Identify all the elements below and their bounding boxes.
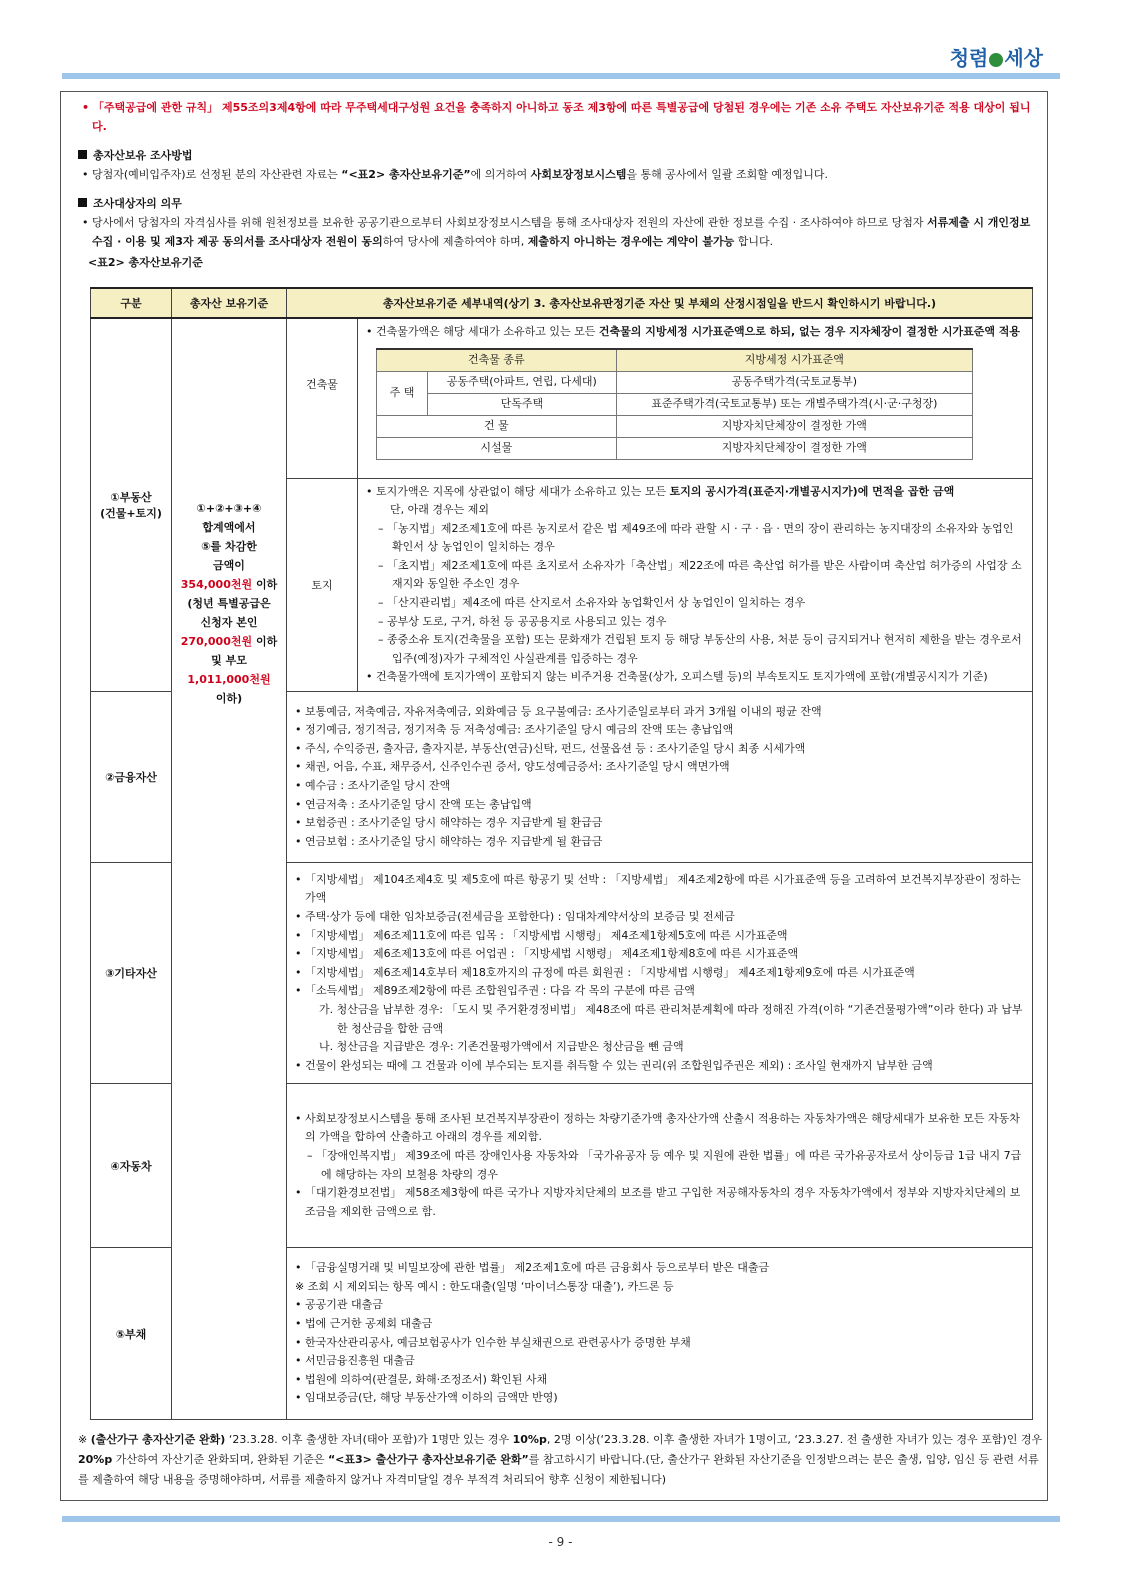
table-header-row	[91, 288, 1033, 318]
square-bullet-icon	[78, 198, 87, 207]
land-details: • 토지가액은 지목에 상관없이 해당 세대가 소유하고 있는 모든 토지의 공시가격(표준지·개별공시지가)에 면적을 곱한 금액 단, 아래 경우는 제외 – 「농지법」제2조제1호에 따른 농지로서 같은 법 제49조에 따라 관할 시 · 구 · 읍 · 면의 장이 관리하는 농지대장의 소유자와 농업인 확인서 상 농업인이 일치하는 경우 – 「초지법」제2조제1호에 따른 초지로서 소유자가「축산법」제22조에 따른 축산업 허가를 받은 사람이며 축산업 허가증의 사업장 소재지와 동일한 주소인 경우 – 「산지관리법」제4조에 따른 산지로서 소유자와 농업확인서 상 농업인이 일치하는 경우 – 공부상 도로, 구거, 하천 등 공공용지로 사용되고 있는 경우 – 종중소유 토지(건축물을 포함) 또는 문화재가 건립된 토지 등 해당 부동산의 사용, 처분 등이 금지되거나 현저히 제한을 받는 경우로서 입주(예정)자가 구체적인 사실관계를 입증하는 경우 • 건축물가액에 토지가액이 포함되지 않는 비주거용 건축물(상가, 오피스텔 등)의 부속토지도 토지가액에 포함(개별공시지가 기준)	[358, 478, 1033, 692]
logo-emblem-icon	[989, 53, 1003, 67]
finance-details: • 보통예금, 저축예금, 자유저축예금, 외화예금 등 요구불예금: 조사기준일로부터 과거 3개월 이내의 평균 잔액 • 정기예금, 정기적금, 정기저축 등 저축성예금: 조사기준일 당시 예금의 잔액 또는 총납입액 • 주식, 수익증권, 출자금, 출자지분, 부동산(연금)신탁, 펀드, 선물옵션 등 : 조사기준일 당시 최종 시세가액 • 채권, 어음, 수표, 채무증서, 신주인수권 증서, 양도성예금증서: 조사기준일 당시 액면가액 • 예수금 : 조사기준일 당시 잔액 • 연금저축 : 조사기준일 당시 잔액 또는 총납입액 • 보험증권 : 조사기준일 당시 해약하는 경우 지급받게 될 환급금 • 연금보험 : 조사기준일 당시 해약하는 경우 지급받게 될 환급금	[287, 692, 1033, 863]
page-number: - 9 -	[548, 1535, 573, 1549]
car-details: • 사회보장정보시스템을 통해 조사된 보건복지부장관이 정하는 차량기준가액 총자산가액 산출시 적용하는 자동차가액은 해당세대가 보유한 모든 자동차의 가액을 합하여 산출하고 아래의 경우를 제외함. – 「장애인복지법」 제39조에 따른 장애인사용 자동차와 「국가유공자 등 예우 및 지원에 관한 법률」에 따른 국가유공자로서 상이등급 1급 내지 7급에 해당하는 자의 보철용 차량의 경우 • 「대기환경보전법」 제58조제3항에 따른 국가나 지방자치단체의 보조를 받고 구입한 저공해자동차의 경우 자동차가액에서 정부와 지방자치단체의 보조금을 제외한 금액으로 함.	[287, 1084, 1033, 1248]
debt-details: • 「금융실명거래 및 비밀보장에 관한 법률」 제2조제1호에 따른 금융회사 등으로부터 받은 대출금 ※ 조회 시 제외되는 항목 예시 : 한도대출(일명 ‘마이너스통장 대출’), 카드론 등 • 공공기관 대출금 • 법에 근거한 공제회 대출금 • 한국자산관리공사, 예금보험공사가 인수한 부실채권으로 관련공사가 증명한 부채 • 서민금융진흥원 대출금 • 법원에 의하여(판결문, 화해·조정조서) 확인된 사채 • 임대보증금(단, 해당 부동산가액 이하의 금액만 반영)	[287, 1248, 1033, 1420]
logo: 청렴 세상	[949, 46, 1043, 70]
realestate-label: ①부동산 (건물+토지)	[91, 318, 172, 692]
bottom-divider	[62, 1516, 1060, 1522]
square-bullet-icon	[78, 150, 87, 159]
header-category: 구분	[91, 288, 172, 318]
asset-criteria-table	[90, 287, 1033, 1420]
building-label: 건축물	[287, 318, 358, 478]
method-text: • 당첨자(예비입주자)로 선정된 분의 자산관련 자료는 “<표2> 총자산보유기준”에 의거하여 사회보장정보시스템을 통해 공사에서 일괄 조회할 예정입니다.	[82, 168, 828, 181]
debt-label: ⑤부채	[91, 1248, 172, 1420]
duty-heading: 조사대상자의 의무	[78, 194, 1038, 213]
method-heading: 총자산보유 조사방법	[78, 146, 1038, 165]
duty-text: • 당사에서 당첨자의 자격심사를 위해 원천정보를 보유한 공공기관으로부터 사회보장정보시스템을 통해 조사대상자 전원의 자산에 관한 정보를 수집 · 조사하여야 하므로 당첨자 서류제출 시 개인정보 수집 · 이용 및 제3자 제공 동의서를 조사대상자 전원이 동의하여 당사에 제출하여야 하며, 제출하지 아니하는 경우에는 계약이 불가능 합니다.	[82, 216, 1031, 248]
building-details: • 건축물가액은 해당 세대가 소유하고 있는 모든 건축물의 지방세정 시가표준액으로 하되, 없는 경우 지자체장이 결정한 시가표준액 적용 건축물 종류 지방세정 시가표준액 주 택 공동주택(아파트, 연립, 다세대) 공동주택가격(국토교통부) 단독주택 표준주택가격(국토교통부) 또는 개별주택가격(시·군·구청장) 건 물 지방자치단체장이 결정한 가액 시설물 지방자치단체장이 결정한 가액	[358, 318, 1033, 478]
birth-household-footnote: ※ (출산가구 총자산기준 완화) ‘23.3.28. 이후 출생한 자녀(태아 포함)가 1명만 있는 경우 10%p, 2명 이상(‘23.3.28. 이후 출생한 자녀가 1명이고, ‘23.3.27. 전 출생한 자녀가 있는 경우 포함)인 경우 20%p 가산하여 자산기준 완화되며, 완화된 기준은 “<표3> 출산가구 총자산보유기준 완화”를 참고하시기 바랍니다.(단, 출산가구 완화된 자산기준을 인정받으려는 분은 출생, 입양, 임신 등 관련 서류를 제출하여 해당 내용을 증명해야하며, 서류를 제출하지 않거나 자격미달일 경우 부적격 처리되어 향후 신청이 제한됩니다)	[78, 1433, 1043, 1486]
top-divider	[62, 73, 1060, 79]
intro-section	[78, 98, 1038, 274]
header-criteria: 총자산 보유기준	[172, 288, 287, 318]
table-row	[91, 318, 1033, 478]
other-label: ③기타자산	[91, 863, 172, 1084]
table-caption: <표2> 총자산보유기준	[88, 256, 203, 269]
header-details: 총자산보유기준 세부내역(상기 3. 총자산보유판정기준 자산 및 부채의 산정시점일을 반드시 확인하시기 바랍니다.)	[287, 288, 1033, 318]
other-details: • 「지방세법」 제104조제4호 및 제5호에 따른 항공기 및 선박 : 「지방세법」 제4조제2항에 따른 시가표준액 등을 고려하여 보건복지부장관이 정하는 가액 • 주택·상가 등에 대한 임차보증금(전세금을 포함한다) : 임대차계약서상의 보증금 및 전세금 • 「지방세법」 제6조제11호에 따른 입목 : 「지방세법 시행령」 제4조제1항제5호에 따른 시가표준액 • 「지방세법」 제6조제13호에 따른 어업권 : 「지방세법 시행령」 제4조제1항제8호에 따른 시가표준액 • 「지방세법」 제6조제14호부터 제18호까지의 규정에 따른 회원권 : 「지방세법 시행령」 제4조제1항제9호에 따른 시가표준액 • 「소득세법」 제89조제2항에 따른 조합원입주권 : 다음 각 목의 구분에 따른 금액 가. 청산금을 납부한 경우: 「도시 및 주거환경정비법」 제48조에 따른 관리처분계획에 따라 정해진 가격(이하 “기존건물평가액”이라 한다) 과 납부한 청산금을 합한 금액 나. 청산금을 지급받은 경우: 기존건물평가액에서 지급받은 청산금을 뺀 금액 • 건물이 완성되는 때에 그 건물과 이에 부수되는 토지를 취득할 수 있는 권리(위 조합원입주권은 제외) : 조사일 현재까지 납부한 금액	[287, 863, 1033, 1084]
criteria-cell: ①+②+③+④ 합계액에서 ⑤를 차감한 금액이 354,000천원 이하 (청년 특별공급은 신청자 본인 270,000천원 이하 및 부모 1,011,000천원 이하)	[172, 318, 287, 1420]
rule-note: • 「주택공급에 관한 규칙」 제55조의3제4항에 따라 무주택세대구성원 요건을 충족하지 아니하고 동조 제3항에 따른 특별공급에 당첨된 경우에는 기존 소유 주택도 자산보유기준 적용 대상이 됩니다.	[82, 101, 1031, 133]
building-price-table: 건축물 종류 지방세정 시가표준액 주 택 공동주택(아파트, 연립, 다세대) 공동주택가격(국토교통부) 단독주택 표준주택가격(국토교통부) 또는 개별주택가격(시·군·구청장) 건 물 지방자치단체장이 결정한 가액 시설물 지방자치단체장이 결정한 가액	[376, 348, 973, 460]
land-label: 토지	[287, 478, 358, 692]
finance-label: ②금융자산	[91, 692, 172, 863]
car-label: ④자동차	[91, 1084, 172, 1248]
